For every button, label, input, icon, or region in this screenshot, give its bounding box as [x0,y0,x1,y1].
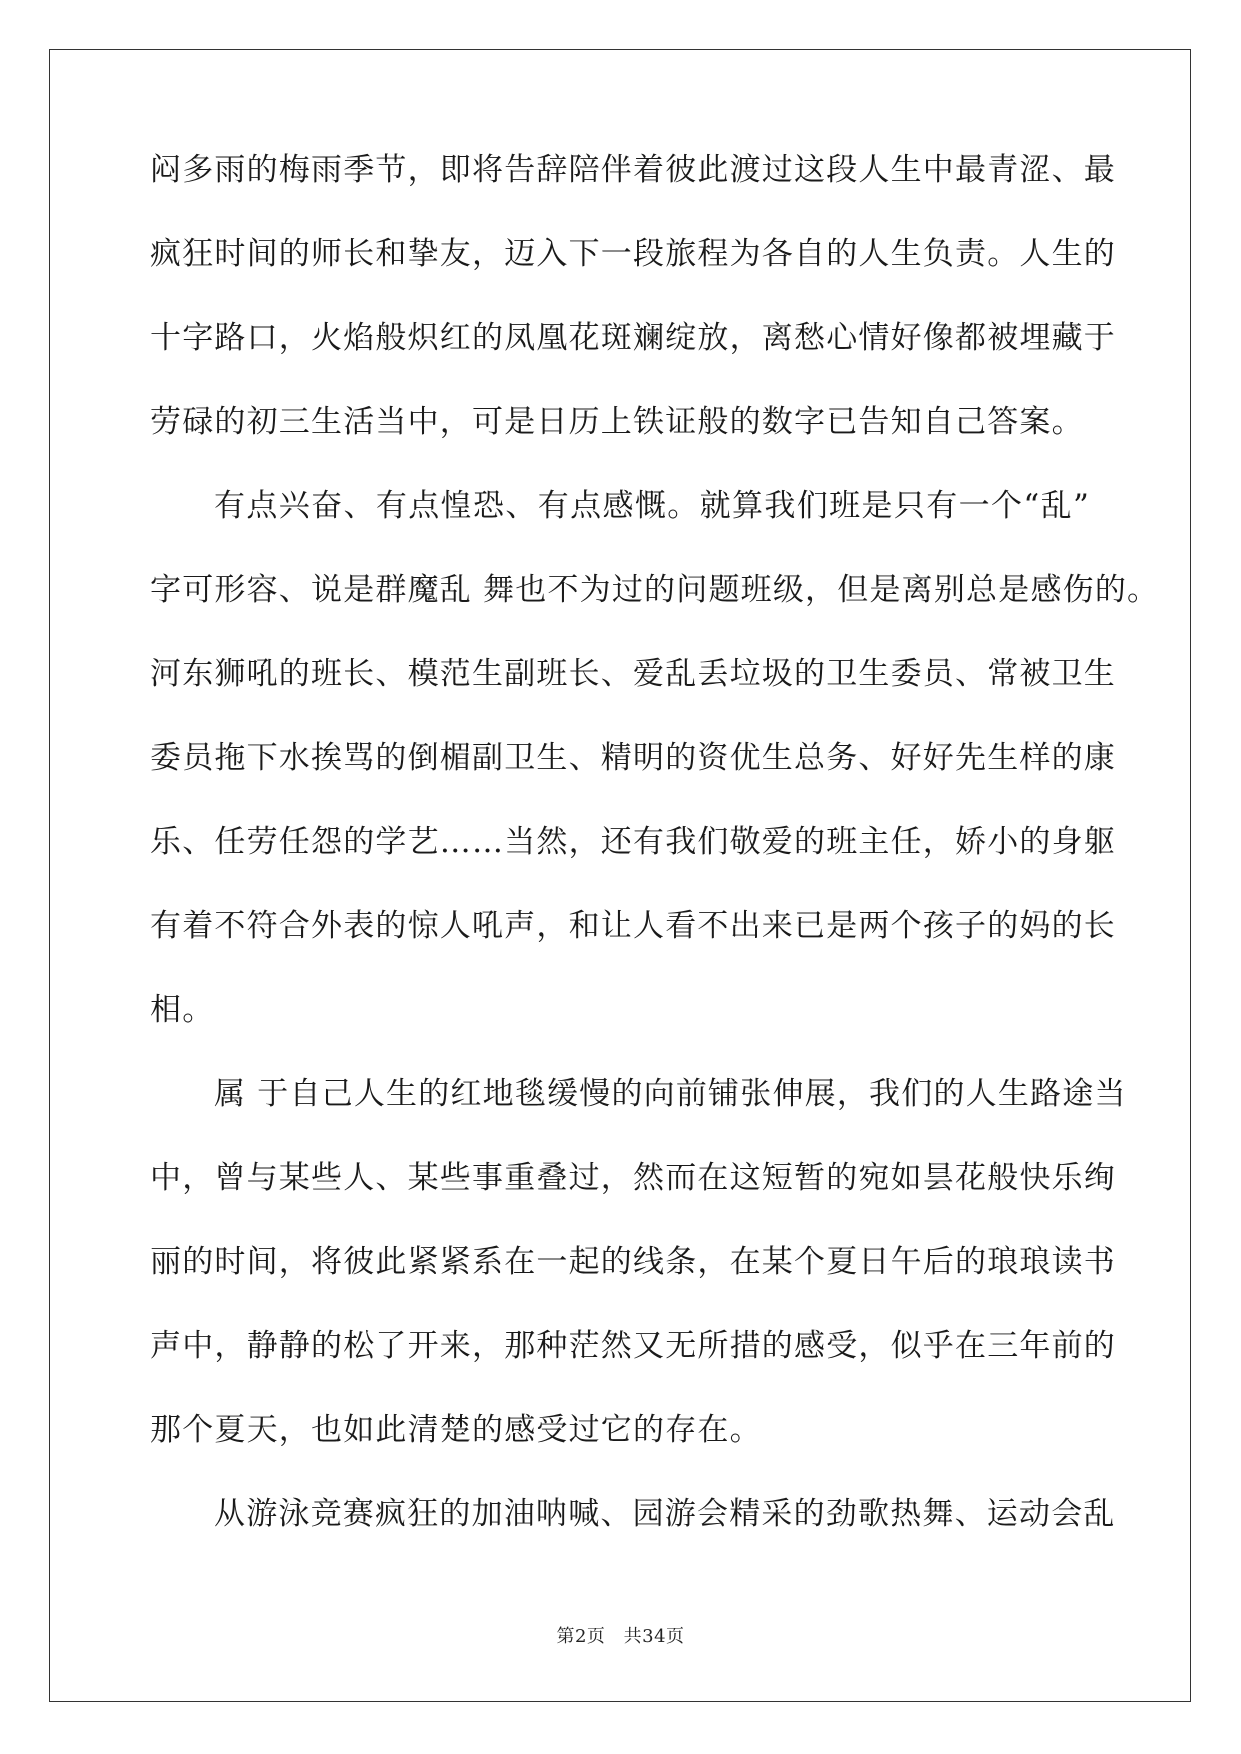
page-total: 共34页 [623,1626,685,1647]
text-line: 委员拖下水挨骂的倒楣副卫生、精明的资优生总务、好好先生样的康 [150,740,1116,776]
text-line: 声中，静静的松了开来，那种茫然又无所措的感受，似乎在三年前的 [150,1328,1116,1364]
page-footer [0,1622,1241,1648]
text-line: 有着不符合外表的惊人吼声，和让人看不出来已是两个孩子的妈的长 [150,908,1116,944]
text-line: 闷多雨的梅雨季节，即将告辞陪伴着彼此渡过这段人生中最青涩、最 [150,152,1116,188]
body-text [150,128,1160,1556]
text-line: 属 于自己人生的红地毯缓慢的向前铺张伸展，我们的人生路途当 [214,1076,1127,1112]
text-line: 疯狂时间的师长和挚友，迈入下一段旅程为各自的人生负责。人生的 [150,236,1116,272]
text-line: 丽的时间，将彼此紧紧系在一起的线条，在某个夏日午后的琅琅读书 [150,1244,1116,1280]
text-line: 从游泳竞赛疯狂的加油呐喊、园游会精采的劲歌热舞、运动会乱 [214,1496,1116,1532]
text-line: 乐、任劳任怨的学艺……当然，还有我们敬爱的班主任，娇小的身躯 [150,824,1116,860]
text-line: 有点兴奋、有点惶恐、有点感慨。就算我们班是只有一个“乱” [214,488,1090,524]
text-line: 那个夏天，也如此清楚的感受过它的存在。 [150,1412,762,1448]
text-line: 相。 [150,992,215,1028]
text-line: 劳碌的初三生活当中，可是日历上铁证般的数字已告知自己答案。 [150,404,1084,440]
page-number: 第2页 [556,1626,606,1647]
text-line: 中，曾与某些人、某些事重叠过，然而在这短暂的宛如昙花般快乐绚 [150,1160,1116,1196]
text-line: 河东狮吼的班长、模范生副班长、爱乱丢垃圾的卫生委员、常被卫生 [150,656,1116,692]
text-line: 十字路口，火焰般炽红的凤凰花斑斓绽放，离愁心情好像都被埋藏于 [150,320,1116,356]
text-line: 字可形容、说是群魔乱 舞也不为过的问题班级，但是离别总是感伤的。 [150,572,1160,608]
